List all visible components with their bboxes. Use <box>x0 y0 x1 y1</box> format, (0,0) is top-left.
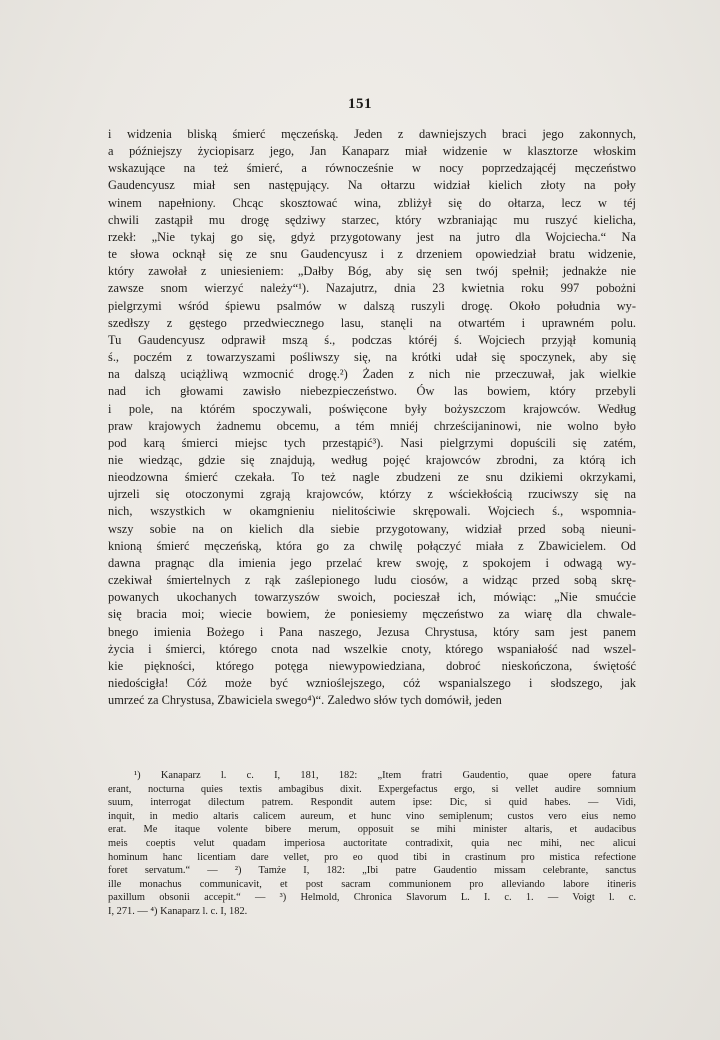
text-line: praw krajowych żadnemu obcemu, a tém mniéj chrześcijaninowi, nie wolno było <box>108 418 636 433</box>
text-line: umrzeć za Chrystusa, Zbawiciela swego⁴)“. Zaledwo słów tych domówił, jeden <box>108 693 502 708</box>
text-line: a późniejszy życiopisarz jego, Jan Kanaparz miał widzenie w klasztorze włoskim <box>108 144 636 159</box>
text-line: pod karą śmierci miejsc tych przestąpić³). Nasi pielgrzymi dopuścili się zatém, <box>108 435 636 450</box>
text-line: Tu Gaudencyusz odprawił mszą ś., podczas któréj ś. Wojciech przyjął komunią <box>108 332 636 347</box>
text-line: zawsze snom wierzyć należy“¹). Nazajutrz, dnia 23 kwietnia roku 997 pobożni <box>108 281 636 296</box>
text-line: czekiwał śmiertelnych z rąk zaślepionego ludu ciosów, a widząc przed sobą skrę- <box>108 573 636 588</box>
footnote-line: erat. Me itaque volente bibere merum, opposuit se mihi minister altaris, et audacibus <box>108 824 636 836</box>
text-line: niedościgła! Cóż może być wznioślejszego, cóż wspanialszego i słodszego, jak <box>108 676 636 690</box>
footnote-line: foret servatum.“ — ²) Tamże I, 182: „Ibi patre Gaudentio missam celebrante, sanctus <box>108 865 636 877</box>
text-line: który zawołał z uniesieniem: „Dałby Bóg, aby się sen twój spełnił; jednakże nie <box>108 264 636 279</box>
text-line: ś., poczém z towarzyszami pośliwszy się, na krótki udał się spoczynek, aby się <box>108 350 636 365</box>
text-line: dawna pragnąc dla imienia jego przelać krew swoję, z spokojem i odwagą wy- <box>108 555 636 570</box>
text-line: się bracia moi; wiecie bowiem, że poniesiemy męczeństwo za wiarę dla chwale- <box>108 607 636 622</box>
footnote-line: ille monachus communicavit, et post sacram communionem pro alleviando labore itineris <box>108 878 636 890</box>
text-line: nad ich głowami zawisło niebezpieczeństwo. Ów las bowiem, który przebyli <box>108 384 636 399</box>
text-line: nieodzowna śmierć czekała. To też nagle zbudzeni ze snu dzikiemi okrzykami, <box>108 470 636 485</box>
text-line: życia i śmierci, którego cnota nad wszelkie cnoty, którego wspaniałość nad wszel- <box>108 641 636 656</box>
text-line: chwili zastąpił mu drogę sędziwy starzec, który wzbraniając mu ruszyć kielicha, <box>108 212 636 227</box>
footnote-line: erant, nocturna quies textis ambagibus dixit. Expergefactus ergo, si vellet audire somnium <box>108 783 636 795</box>
footnote-line: suum, interrogat dilectum patrem. Respondit autem ipse: Dic, si quid habes. — Vidi, <box>108 797 636 809</box>
text-line: kie piękności, którego potęga niewypowiedziana, dobroć nieskończona, świętość <box>108 658 636 673</box>
footnote-line: inquit, in medio altaris calicem aureum, et hunc vino semiplenum; custos vero eius nemo <box>108 810 636 822</box>
footnote-line: paxillum obsonii accepit.“ — ³) Helmold, Chronica Slavorum L. I. c. 1. — Voigt l. c. <box>108 892 636 904</box>
text-line: wskazujące na też śmierć, a równocześnie w nocy poprzedzającéj męczeństwo <box>108 161 636 176</box>
footnote-line: hominum hanc licentiam dare vellet, pro eo quod tibi in crastinum pro mistica refectione <box>108 851 636 863</box>
footnote-line: ¹) Kanaparz l. c. I, 181, 182: „Item fratri Gaudentio, quae opere fatura <box>134 770 636 781</box>
main-text <box>108 126 636 709</box>
text-line: wszy sobie na on kielich dla siebie przygotowany, widział przed sobą nieuni- <box>108 521 636 536</box>
text-line: Gaudencyusz miał sen następujący. Na ołtarzu widział kielich złoty na poły <box>108 178 636 193</box>
footnote-line: meis coeptis velut quadam imperiosa auctoritate contradixit, quia nec mihi, nec alicui <box>108 837 636 849</box>
page-number: 151 <box>348 96 372 112</box>
text-line: szedłszy z gęstego przedwiecznego lasu, stanęli na otwartém i uprawném polu. <box>108 315 636 330</box>
footnote-line: I, 271. — ⁴) Kanaparz l. c. I, 182. <box>108 905 248 917</box>
text-line: rzekł: „Nie tykaj go się, gdyż przygotowany jest na jutro dla Wojciecha.“ Na <box>108 229 636 244</box>
text-line: winem napełniony. Chcąc skosztować wina, zbliżył się do ołtarza, lecz w téj <box>108 195 636 210</box>
text-line: i pole, na którém spoczywali, poświęcone były bożyszczom krajowców. Według <box>108 401 636 416</box>
text-line: powanych ukochanych towarzyszów swoich, pocieszał ich, mówiąc: „Nie smućcie <box>108 590 636 605</box>
text-line: nie wiedząc, gdzie się znajdują, według pojęć krajowców zbrodni, za którą ich <box>108 452 636 467</box>
text-line: ujrzeli się otoczonymi zgrają krajowców, którzy z wściekłością rzuciwszy się na <box>108 487 636 502</box>
text-line: bnego imienia Bożego i Pana naszego, Jezusa Chrystusa, który sam jest panem <box>108 624 636 639</box>
text-line: nich, wszystkich w okamgnieniu nielitościwie skrępowali. Wojciech ś., wspomnia- <box>108 504 636 519</box>
text-line: te słowa ocknął się ze snu Gaudencyusz i z drzeniem opowiedział bratu widzenie, <box>108 247 636 262</box>
text-line: i widzenia bliską śmierć męczeńską. Jeden z dawniejszych braci jego zakonnych, <box>108 127 636 141</box>
text-line: na dalszą uciążliwą wzmocnić drogę.²) Żaden z nich nie przeczuwał, jak wielkie <box>108 367 636 382</box>
text-line: pielgrzymi wśród śpiewu psalmów w dalszą ruszyli drogę. Około południa wy- <box>108 298 636 313</box>
footnotes <box>108 769 636 919</box>
text-line: knioną śmierć męczeńską, która go za chwilę połączyć miała z Zbawicielem. Od <box>108 538 636 553</box>
